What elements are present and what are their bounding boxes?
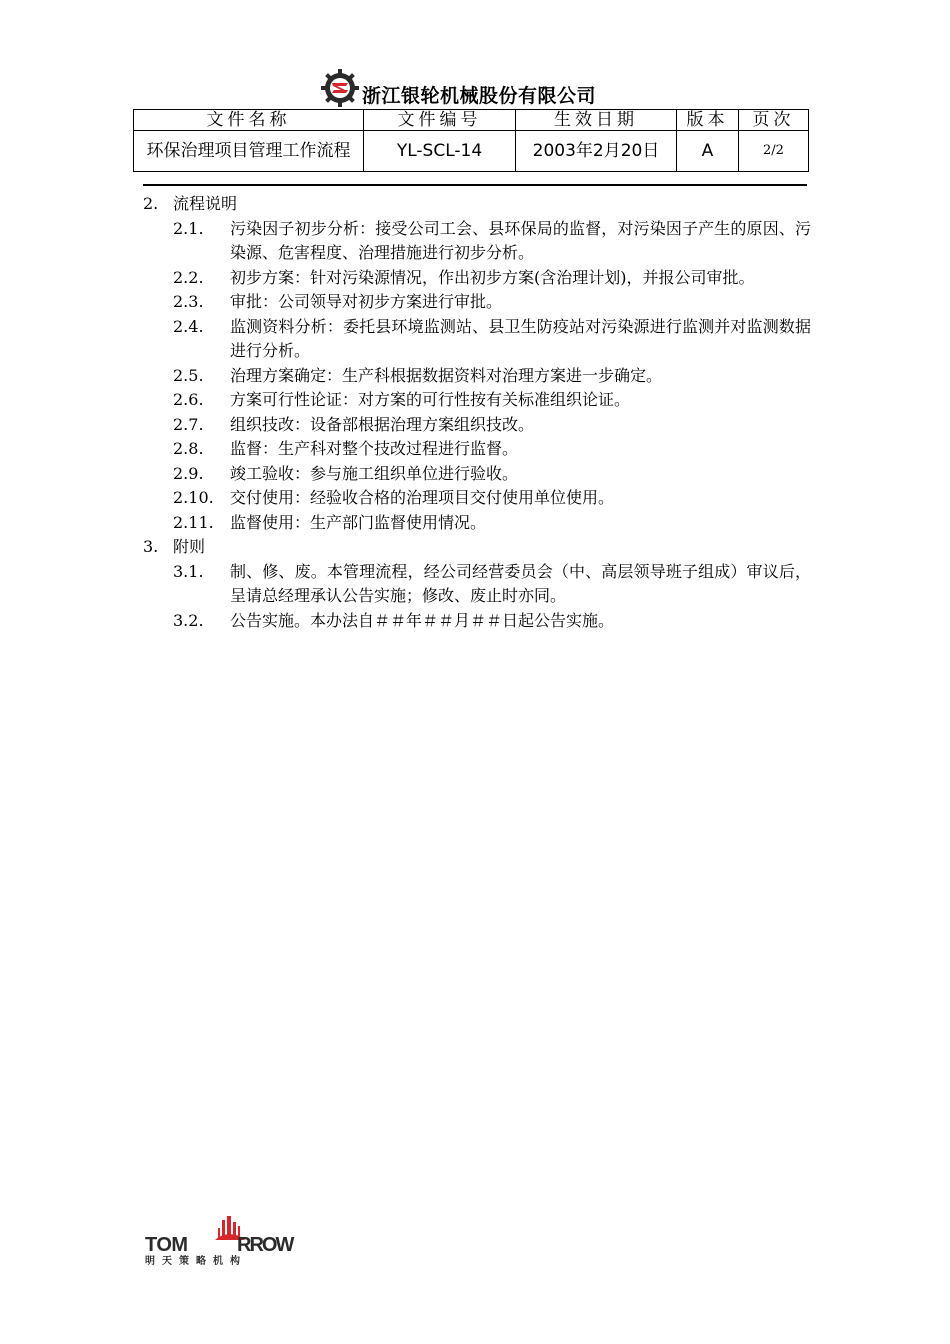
- list-item: [173, 266, 811, 291]
- list-item: [173, 290, 811, 315]
- logo-word-right: RROW: [237, 1234, 293, 1256]
- effective-date-value: 2003年2月20日: [516, 131, 677, 172]
- list-item: [173, 364, 811, 389]
- item-number: 3.2.: [173, 610, 204, 630]
- item-number: 3.1.: [173, 561, 204, 581]
- item-text: 交付使用：经验收合格的治理项目交付使用单位使用。: [230, 488, 615, 507]
- item-text: 污染因子初步分析：接受公司工会、县环保局的监督，对污染因子产生的原因、污染源、危害程度、治理措施进行初步分析。: [230, 218, 811, 262]
- doc-name-value: 环保治理项目管理工作流程: [134, 131, 364, 172]
- section-title: 附则: [173, 537, 206, 556]
- item-text: 制、修、废。本管理流程，经公司经营委员会（中、高层领导班子组成）审议后，呈请总经理承认公告实施；修改、废止时亦同。: [230, 561, 811, 605]
- item-number: 2.3.: [173, 292, 204, 311]
- tomorrow-logo: [143, 1214, 305, 1266]
- version-value: A: [677, 131, 739, 172]
- list-item: [173, 511, 811, 536]
- company-name: 浙江银轮机械股份有限公司: [362, 84, 597, 107]
- list-item: [173, 315, 811, 364]
- logo-subtitle: 明天策略机构: [145, 1256, 247, 1266]
- item-text: 方案可行性论证：对方案的可行性按有关标准组织论证。: [230, 390, 631, 409]
- item-number: 2.2.: [173, 267, 204, 287]
- page-value: 2/2: [739, 131, 809, 172]
- header-doc-name: 文件名称: [134, 110, 364, 131]
- item-number: 2.1.: [173, 218, 204, 238]
- header-effective-date: 生效日期: [516, 110, 677, 131]
- item-text: 监督：生产科对整个技改过程进行监督。: [230, 439, 519, 458]
- doc-number-value: YL-SCL-14: [364, 131, 516, 172]
- info-header-row: [134, 110, 809, 131]
- document-body: [143, 192, 811, 633]
- section-heading: [143, 192, 811, 217]
- list-item: [173, 388, 811, 413]
- document-info-table: [133, 109, 809, 172]
- section-title: 流程说明: [173, 194, 238, 213]
- content-divider: [143, 184, 807, 186]
- item-number: 2.9.: [173, 463, 204, 483]
- list-item: [173, 437, 811, 462]
- item-text: 审批：公司领导对初步方案进行审批。: [230, 292, 503, 311]
- document-header: [320, 66, 640, 110]
- header-doc-number: 文件编号: [364, 110, 516, 131]
- item-text: 监测资料分析：委托县环境监测站、县卫生防疫站对污染源进行监测并对监测数据进行分析。: [230, 316, 811, 360]
- item-number: 2.4.: [173, 316, 204, 336]
- section-heading: [143, 535, 811, 560]
- item-number: 2.7.: [173, 414, 204, 434]
- item-text: 竣工验收：参与施工组织单位进行验收。: [230, 463, 519, 483]
- list-item: [173, 217, 811, 266]
- item-text: 治理方案确定：生产科根据数据资料对治理方案进一步确定。: [230, 365, 663, 385]
- item-text: 初步方案：针对污染源情况，作出初步方案(含治理计划)，并报公司审批。: [230, 267, 755, 287]
- item-text: 组织技改：设备部根据治理方案组织技改。: [230, 414, 535, 434]
- header-version: 版本: [677, 110, 739, 131]
- section-number: 2.: [143, 194, 159, 213]
- list-item: [173, 486, 811, 511]
- company-logo-icon: [320, 68, 360, 108]
- info-value-row: [134, 131, 809, 172]
- list-item: [173, 609, 811, 634]
- header-page: 页次: [739, 110, 809, 131]
- logo-word-left: TOM: [145, 1234, 188, 1256]
- list-item: [173, 560, 811, 609]
- item-number: 2.5.: [173, 365, 204, 385]
- item-number: 2.11.: [173, 512, 214, 532]
- list-item: [173, 462, 811, 487]
- list-item: [173, 413, 811, 438]
- item-number: 2.10.: [173, 488, 214, 507]
- section-number: 3.: [143, 537, 159, 556]
- item-number: 2.6.: [173, 390, 204, 409]
- item-text: 公告实施。本办法自＃＃年＃＃月＃＃日起公告实施。: [230, 610, 615, 630]
- item-text: 监督使用：生产部门监督使用情况。: [230, 512, 487, 532]
- item-number: 2.8.: [173, 439, 204, 458]
